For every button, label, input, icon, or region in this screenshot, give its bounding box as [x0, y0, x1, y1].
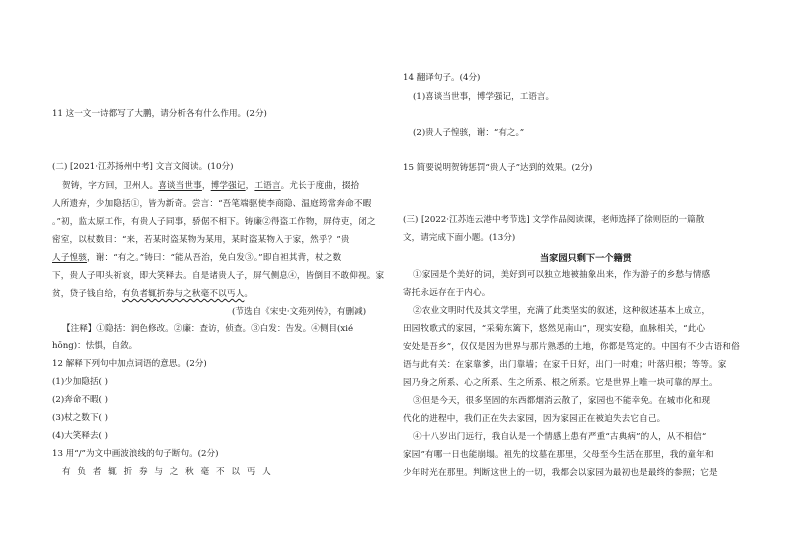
question-14: 14 翻译句子。(4分) [403, 73, 481, 83]
essay-line-12: 少年时光在那里。判断这世上的一切，我都会以家园为最初也是最终的参照；它是 [403, 468, 718, 478]
question-12-item-3: (3)杖之数下( ) [52, 413, 108, 423]
passage-line-6: 下，贵人子叩头祈哀，即大笑释去。自是诸贵人子，屏气侧息④，皆倒目不敢仰视。家 [52, 271, 385, 281]
notes-line-1: 【注释】①隐括：润色修改。②廉：查访，侦查。③白发：告发。④侧目(xié [62, 324, 354, 334]
essay-line-6: 语与此有关：在家靠爹，出门靠墙；在家千日好，出门一时难；叶落归根；等等。家 [403, 360, 727, 370]
essay-line-10: ④十八岁出门远行，我自认是一个情感上患有严重“古典病”的人，从不相信“ [413, 432, 707, 442]
passage-line-5: 人子惶骇，谢：“有之。”铸曰：“能从吾治，免白发③。”即自袒其背，杖之数 [52, 253, 342, 263]
question-12: 12 解释下列句中加点词语的意思。(2分) [52, 359, 207, 369]
essay-line-5: 安处是吾乡”，仅仅是因为世界与那片熟悉的土地，你都是笃定的。中国有不少古语和俗 [403, 342, 740, 352]
essay-line-1: ①家园是个美好的词，美好到可以独立地被抽象出来，作为游子的乡愁与情感 [413, 270, 711, 280]
section-2-heading: (二) [2021·江苏扬州中考] 文言文阅读。(10分) [52, 162, 234, 172]
passage-source: (节选自《宋史·文苑列传》，有删减) [232, 307, 367, 317]
question-13: 13 用“/”为文中画波浪线的句子断句。(2分) [52, 449, 219, 459]
essay-line-11: 家园”有哪一日也能崩塌。祖先的坟墓在那里，父母至今生活在那里，我的童年和 [403, 450, 714, 460]
passage-line-1: 贺铸，字方回，卫州人。喜谈当世事，博学强记，工语言。尤长于度曲，掇拾 [62, 181, 360, 191]
essay-line-2: 寄托永远存在于内心。 [403, 288, 491, 298]
question-12-item-1: (1)少加隐括( ) [52, 377, 108, 387]
essay-line-9: 代化的进程中，我们正在失去家园，因为家园正在被迫失去它自己。 [403, 414, 666, 424]
question-13-sentence: 有负者辄折券与之秋毫不以丐人 [62, 467, 278, 477]
notes-line-2: hōng)：怯惧，自敛。 [52, 341, 138, 351]
essay-title: 当家园只剩下一个籍贯 [540, 253, 632, 264]
section-3-heading-line-1: (三) [2022·江苏连云港中考节选] 文学作品阅读课，老师选择了徐则臣的一篇散 [403, 215, 705, 225]
question-12-item-4: (4)大笑释去( ) [52, 431, 108, 441]
question-15: 15 简要说明贺铸惩罚“贵人子”达到的效果。(2分) [403, 163, 593, 173]
essay-line-8: ③但是今天，很多坚固的东西都烟消云散了，家园也不能幸免。在城市化和现 [413, 396, 711, 406]
question-11: 11 这一文一诗都写了大鹏，请分析各有什么作用。(2分) [52, 109, 267, 119]
section-3-heading-line-2: 文，请完成下面小题。(13分) [403, 233, 516, 243]
essay-line-4: 田园牧歌式的家园，“采菊东篱下，悠然见南山”，现实安稳，血脉相关，“此心 [403, 324, 706, 334]
question-12-item-2: (2)奔命不暇( ) [52, 395, 108, 405]
wavy-underlined-sentence: 有负者辄折券与之秋毫不以丐人 [121, 289, 245, 299]
passage-line-4: 密室，以杖数目：“来，若某时盗某物为某用，某时盗某物入于家，然乎？”贵 [52, 235, 350, 245]
essay-line-7: 园乃身之所系、心之所系、生之所系、根之所系。它是世界上唯一块可靠的厚土。 [403, 378, 718, 388]
passage-line-2: 人所遗弃，少加隐括①，皆为新奇。尝言：“吾笔端驱使李商隐、温庭筠常奔命不暇 [52, 199, 372, 209]
essay-line-3: ②农业文明时代及其文学里，充满了此类坚实的叙述，这种叙述基本上成立， [413, 306, 711, 316]
passage-line-7: 贫，贷子钱自给，有负者辄折券与之秋毫不以丐人。 [52, 289, 254, 299]
question-14-part-2: (2)贵人子惶骇，谢：“有之。” [413, 128, 525, 138]
question-14-part-1: (1)喜谈当世事，博学强记，工语言。 [413, 92, 555, 102]
passage-line-3: 。”初，监太原工作，有贵人子同事，骄倨不相下。铸廉②得盗工作物，屏侍吏，闭之 [52, 217, 376, 227]
